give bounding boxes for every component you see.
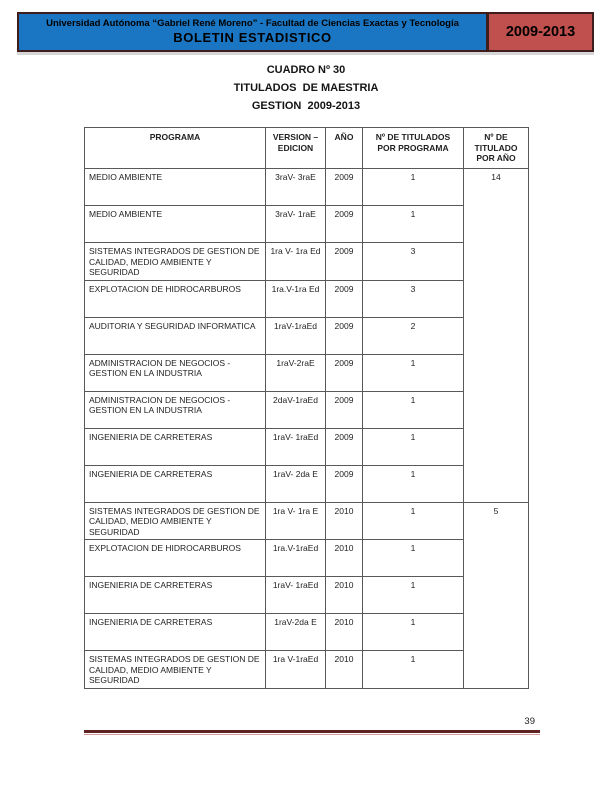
- cell-titulados-por-programa: 3: [363, 243, 464, 281]
- cell-titulados-por-programa: 1: [363, 502, 464, 540]
- cell-version-edicion: 2daV-1raEd: [266, 391, 326, 428]
- cell-titulado-por-ano: 5: [464, 502, 529, 688]
- table-row: [85, 317, 529, 354]
- cell-titulados-por-programa: 1: [363, 540, 464, 577]
- caption-gestion-period: GESTION 2009-2013: [251, 100, 361, 112]
- cell-ano: 2010: [326, 502, 363, 540]
- cell-titulados-por-programa: 1: [363, 614, 464, 651]
- cell-version-edicion: 1ra.V-1ra Ed: [266, 280, 326, 317]
- cell-titulados-por-programa: 1: [363, 206, 464, 243]
- cell-titulados-por-programa: 1: [363, 428, 464, 465]
- cell-version-edicion: 3raV- 1raE: [266, 206, 326, 243]
- cell-programa: INGENIERIA DE CARRETERAS: [85, 428, 266, 465]
- table-row: [85, 169, 529, 206]
- cell-ano: 2009: [326, 317, 363, 354]
- titulados-maestria-table: [84, 127, 529, 689]
- cell-titulado-por-ano: 14: [464, 169, 529, 503]
- column-header-titulados-por-programa: Nº DE TITULADOS POR PROGRAMA: [363, 128, 464, 169]
- cell-programa: SISTEMAS INTEGRADOS DE GESTION DE CALIDAD, MEDIO AMBIENTE Y SEGURIDAD: [85, 651, 266, 689]
- caption-subject: TITULADOS DE MAESTRIA: [233, 82, 379, 94]
- cell-version-edicion: 3raV- 3raE: [266, 169, 326, 206]
- cell-ano: 2010: [326, 577, 363, 614]
- cell-titulados-por-programa: 1: [363, 465, 464, 502]
- cell-titulados-por-programa: 2: [363, 317, 464, 354]
- cell-programa: INGENIERIA DE CARRETERAS: [85, 614, 266, 651]
- table-row: [85, 391, 529, 428]
- cell-ano: 2009: [326, 243, 363, 281]
- cell-ano: 2009: [326, 428, 363, 465]
- header-banner: [17, 12, 594, 52]
- banner-title-block: [19, 14, 486, 50]
- cell-version-edicion: 1raV- 1raEd: [266, 428, 326, 465]
- cell-version-edicion: 1raV-1raEd: [266, 317, 326, 354]
- cell-titulados-por-programa: 3: [363, 280, 464, 317]
- cell-ano: 2009: [326, 354, 363, 391]
- caption-cuadro-number: CUADRO Nº 30: [266, 64, 346, 76]
- column-header-programa: PROGRAMA: [85, 128, 266, 169]
- cell-ano: 2010: [326, 651, 363, 689]
- cell-programa: EXPLOTACION DE HIDROCARBUROS: [85, 540, 266, 577]
- cell-programa: ADMINISTRACION DE NEGOCIOS - GESTION EN LA INDUSTRIA: [85, 391, 266, 428]
- cell-version-edicion: 1raV- 1raEd: [266, 577, 326, 614]
- table-row: [85, 614, 529, 651]
- table-row: [85, 354, 529, 391]
- table-caption: [0, 61, 612, 115]
- cell-ano: 2009: [326, 465, 363, 502]
- cell-programa: INGENIERIA DE CARRETERAS: [85, 577, 266, 614]
- cell-version-edicion: 1raV-2raE: [266, 354, 326, 391]
- cell-titulados-por-programa: 1: [363, 391, 464, 428]
- cell-version-edicion: 1ra.V-1raEd: [266, 540, 326, 577]
- cell-version-edicion: 1ra V- 1ra Ed: [266, 243, 326, 281]
- cell-version-edicion: 1raV- 2da E: [266, 465, 326, 502]
- cell-programa: INGENIERIA DE CARRETERAS: [85, 465, 266, 502]
- cell-programa: SISTEMAS INTEGRADOS DE GESTION DE CALIDAD, MEDIO AMBIENTE Y SEGURIDAD: [85, 243, 266, 281]
- cell-version-edicion: 1ra V- 1ra E: [266, 502, 326, 540]
- cell-programa: SISTEMAS INTEGRADOS DE GESTION DE CALIDAD, MEDIO AMBIENTE Y SEGURIDAD: [85, 502, 266, 540]
- table-row: [85, 280, 529, 317]
- cell-ano: 2009: [326, 391, 363, 428]
- cell-titulados-por-programa: 1: [363, 169, 464, 206]
- table-row: [85, 651, 529, 689]
- cell-titulados-por-programa: 1: [363, 354, 464, 391]
- cell-ano: 2009: [326, 206, 363, 243]
- page-number: 39: [524, 716, 535, 727]
- cell-programa: MEDIO AMBIENTE: [85, 206, 266, 243]
- cell-titulados-por-programa: 1: [363, 651, 464, 689]
- table-row: [85, 243, 529, 281]
- table-row: [85, 428, 529, 465]
- table-header-row: [85, 128, 529, 169]
- cell-programa: EXPLOTACION DE HIDROCARBUROS: [85, 280, 266, 317]
- table-row: [85, 502, 529, 540]
- column-header-ano: AÑO: [326, 128, 363, 169]
- cell-programa: AUDITORIA Y SEGURIDAD INFORMATICA: [85, 317, 266, 354]
- table-row: [85, 465, 529, 502]
- table-body: [85, 169, 529, 689]
- cell-titulados-por-programa: 1: [363, 577, 464, 614]
- banner-university-line: Universidad Autónoma “Gabriel René Moreno” - Facultad de Ciencias Exactas y Tecnología: [46, 18, 459, 29]
- cell-ano: 2010: [326, 614, 363, 651]
- cell-version-edicion: 1raV-2da E: [266, 614, 326, 651]
- cell-ano: 2010: [326, 540, 363, 577]
- cell-ano: 2009: [326, 169, 363, 206]
- column-header-version-edicion: VERSION – EDICION: [266, 128, 326, 169]
- banner-bulletin-title: BOLETIN ESTADISTICO: [173, 30, 332, 45]
- cell-programa: MEDIO AMBIENTE: [85, 169, 266, 206]
- titulados-table-container: [84, 127, 529, 689]
- column-header-titulado-por-ano: Nº DE TITULADO POR AÑO: [464, 128, 529, 169]
- cell-programa: ADMINISTRACION DE NEGOCIOS - GESTION EN LA INDUSTRIA: [85, 354, 266, 391]
- footer-rule: [84, 730, 540, 735]
- table-row: [85, 577, 529, 614]
- cell-version-edicion: 1ra V-1raEd: [266, 651, 326, 689]
- table-row: [85, 206, 529, 243]
- table-row: [85, 540, 529, 577]
- cell-ano: 2009: [326, 280, 363, 317]
- banner-period-badge: 2009-2013: [486, 14, 592, 50]
